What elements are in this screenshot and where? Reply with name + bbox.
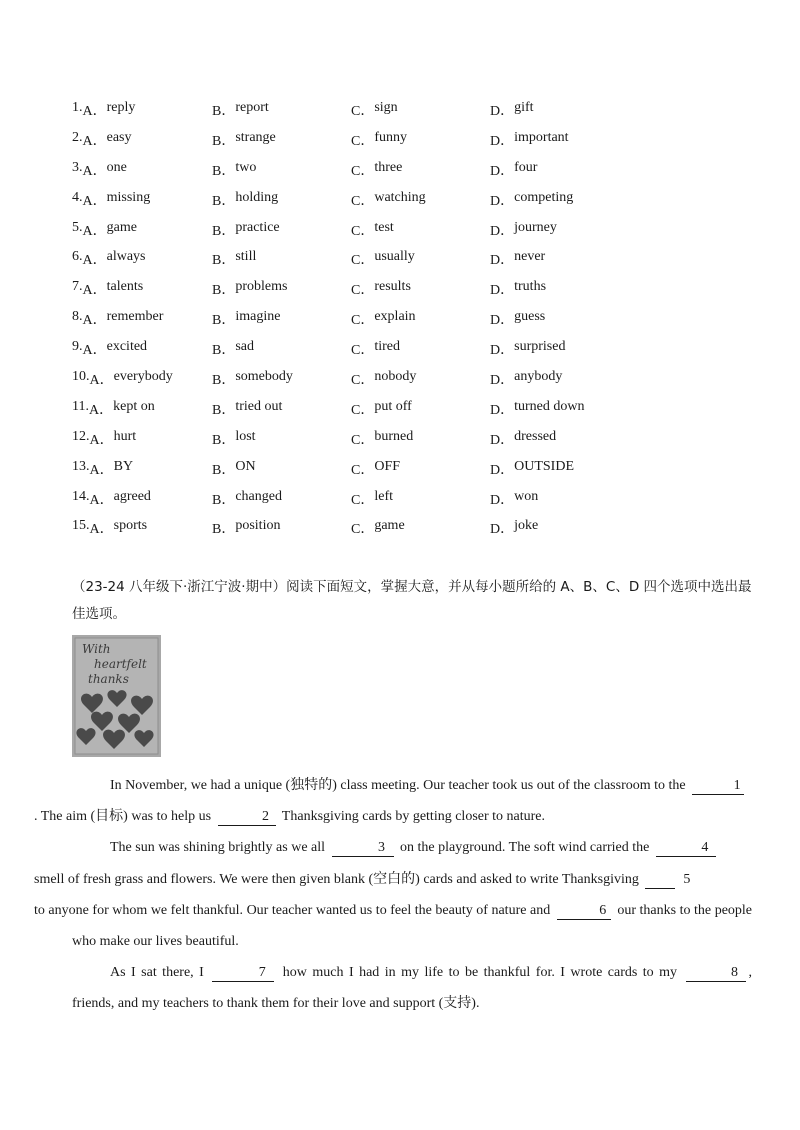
option-letter: B． — [212, 492, 236, 508]
question-number: 10. — [72, 368, 90, 384]
blank-8: 8 — [686, 965, 746, 982]
option-text: position — [235, 518, 281, 534]
option-c — [351, 220, 490, 240]
option-letter: D． — [490, 492, 515, 508]
option-text: holding — [235, 189, 279, 205]
question-number: 12. — [72, 428, 90, 444]
option-letter: B． — [212, 432, 236, 448]
option-c — [351, 489, 490, 509]
option-letter: A． — [82, 343, 107, 359]
question-row — [72, 424, 752, 454]
question-number: 11. — [72, 398, 89, 414]
option-letter: B． — [212, 402, 236, 418]
option-a — [72, 249, 212, 269]
option-text: journey — [514, 219, 557, 235]
passage-text: how much I had in my life to be thankful for. I wrote cards to my — [282, 965, 678, 981]
option-text: OFF — [374, 458, 401, 474]
option-a — [72, 100, 212, 120]
option-text: funny — [374, 129, 408, 145]
option-text: hurt — [113, 428, 137, 444]
option-a — [72, 279, 212, 299]
option-letter: A． — [89, 492, 114, 508]
question-row — [72, 513, 752, 543]
option-letter: D． — [490, 402, 515, 418]
cloze-passage — [34, 770, 753, 1020]
card-text-line2: heartfelt — [94, 657, 147, 671]
passage-text: The sun was shining brightly as we all — [110, 840, 326, 856]
option-text: truths — [514, 279, 547, 295]
option-letter: A． — [89, 522, 114, 538]
option-d — [490, 369, 690, 389]
option-text: OUTSIDE — [514, 458, 575, 474]
passage-paragraph-2 — [34, 832, 753, 957]
question-number: 3. — [72, 159, 83, 175]
option-b — [212, 279, 351, 299]
option-letter: B． — [212, 193, 236, 209]
option-c — [351, 100, 490, 120]
option-a — [72, 190, 212, 210]
option-c — [351, 518, 490, 538]
blank-2: 2 — [218, 809, 276, 826]
option-letter: A． — [82, 283, 107, 299]
option-text: problems — [235, 279, 288, 295]
option-b — [212, 100, 351, 120]
option-c — [351, 459, 490, 479]
question-number: 2. — [72, 129, 83, 145]
option-text: dressed — [514, 428, 557, 444]
option-text: won — [514, 488, 539, 504]
passage-text: As I sat there, I — [110, 965, 204, 981]
option-text: sign — [374, 99, 398, 115]
option-text: important — [514, 129, 569, 145]
option-b — [212, 369, 351, 389]
option-letter: A． — [89, 372, 114, 388]
option-text: report — [235, 99, 269, 115]
option-text: turned down — [514, 398, 585, 414]
passage-text: smell of fresh grass and flowers. We were then given blank (空白的) cards and asked to write Thanksgiving — [34, 871, 639, 887]
option-text: nobody — [374, 368, 417, 384]
option-c — [351, 279, 490, 299]
option-letter: B． — [212, 372, 236, 388]
option-text: joke — [514, 518, 539, 534]
option-letter: A． — [82, 223, 107, 239]
option-letter: C． — [351, 103, 375, 119]
option-a — [72, 339, 212, 359]
option-c — [351, 160, 490, 180]
option-a — [72, 429, 212, 449]
option-b — [212, 399, 351, 419]
option-c — [351, 190, 490, 210]
question-number: 9. — [72, 339, 83, 355]
option-a — [72, 489, 212, 509]
option-b — [212, 190, 351, 210]
option-letter: C． — [351, 343, 375, 359]
card-text-line3: thanks — [88, 672, 129, 686]
question-number: 6. — [72, 249, 83, 265]
option-a — [72, 130, 212, 150]
option-a — [72, 459, 212, 479]
option-text: put off — [374, 398, 412, 414]
option-text: sports — [113, 518, 148, 534]
option-text: left — [374, 488, 393, 504]
option-text: burned — [374, 428, 414, 444]
option-letter: D． — [490, 372, 515, 388]
option-text: test — [374, 219, 394, 235]
option-letter: C． — [351, 223, 375, 239]
option-text: tired — [374, 339, 400, 355]
option-b — [212, 339, 351, 359]
option-text: explain — [374, 309, 416, 325]
option-text: talents — [106, 279, 144, 295]
passage-text: to anyone for whom we felt thankful. Our teacher wanted us to feel the beauty of nature and — [34, 902, 551, 918]
option-letter: C． — [351, 462, 375, 478]
question-row — [72, 155, 752, 185]
option-letter: B． — [212, 462, 236, 478]
options-list — [72, 95, 752, 543]
option-text: two — [235, 159, 257, 175]
option-d — [490, 429, 690, 449]
question-number: 8. — [72, 309, 83, 325]
passage-text: our thanks to the people who make our lives beautiful. — [72, 902, 753, 950]
option-text: everybody — [113, 368, 173, 384]
option-c — [351, 399, 490, 419]
blank-5: 5 — [645, 872, 675, 889]
option-a — [72, 399, 212, 419]
option-d — [490, 489, 690, 509]
option-letter: C． — [351, 372, 375, 388]
option-d — [490, 339, 690, 359]
option-letter: B． — [212, 522, 236, 538]
option-b — [212, 309, 351, 329]
option-a — [72, 160, 212, 180]
card-hearts-illustration — [72, 635, 161, 757]
option-letter: D． — [490, 163, 515, 179]
option-letter: D． — [490, 283, 515, 299]
option-letter: D． — [490, 103, 515, 119]
option-d — [490, 130, 690, 150]
option-c — [351, 369, 490, 389]
option-c — [351, 429, 490, 449]
option-letter: A． — [82, 313, 107, 329]
option-text: changed — [235, 488, 282, 504]
question-row — [72, 95, 752, 125]
option-d — [490, 309, 690, 329]
option-b — [212, 130, 351, 150]
question-row — [72, 215, 752, 245]
option-b — [212, 489, 351, 509]
option-b — [212, 160, 351, 180]
option-letter: C． — [351, 193, 375, 209]
question-number: 5. — [72, 219, 83, 235]
thanksgiving-card-image — [72, 635, 161, 757]
option-d — [490, 518, 690, 538]
option-letter: C． — [351, 522, 375, 538]
option-d — [490, 100, 690, 120]
option-letter: C． — [351, 133, 375, 149]
option-text: game — [106, 219, 137, 235]
option-c — [351, 249, 490, 269]
question-row — [72, 454, 752, 484]
option-text: imagine — [235, 309, 281, 325]
blank-3: 3 — [332, 840, 394, 857]
blank-1: 1 — [692, 778, 744, 795]
question-row — [72, 394, 752, 424]
passage-text: Thanksgiving cards by getting closer to nature. — [281, 809, 546, 825]
option-text: never — [514, 249, 546, 265]
option-text: strange — [235, 129, 276, 145]
option-letter: A． — [82, 163, 107, 179]
option-letter: D． — [490, 223, 515, 239]
option-text: still — [235, 249, 257, 265]
question-row — [72, 244, 752, 274]
option-letter: B． — [212, 163, 236, 179]
option-letter: B． — [212, 103, 236, 119]
option-b — [212, 518, 351, 538]
option-d — [490, 399, 690, 419]
blank-4: 4 — [656, 840, 716, 857]
option-letter: B． — [212, 133, 236, 149]
passage-text: on the playground. The soft wind carried the — [400, 840, 650, 856]
option-letter: D． — [490, 462, 515, 478]
passage-paragraph-1 — [34, 770, 752, 832]
option-b — [212, 429, 351, 449]
option-a — [72, 369, 212, 389]
option-text: excited — [106, 339, 148, 355]
option-text: BY — [113, 458, 134, 474]
option-letter: B． — [212, 313, 236, 329]
option-text: missing — [106, 189, 151, 205]
option-text: tried out — [235, 398, 283, 414]
option-b — [212, 220, 351, 240]
option-letter: C． — [351, 402, 375, 418]
question-number: 7. — [72, 279, 83, 295]
option-text: anybody — [514, 368, 563, 384]
question-row — [72, 274, 752, 304]
option-letter: D． — [490, 133, 515, 149]
option-text: surprised — [514, 339, 566, 355]
option-letter: A． — [82, 103, 107, 119]
option-letter: B． — [212, 253, 236, 269]
option-letter: A． — [82, 133, 107, 149]
question-row — [72, 125, 752, 155]
option-text: one — [106, 159, 127, 175]
option-text: gift — [514, 99, 534, 115]
option-letter: D． — [490, 343, 515, 359]
passage-text: . The aim (目标) was to help us — [34, 809, 212, 825]
option-a — [72, 518, 212, 538]
option-letter: A． — [82, 193, 107, 209]
option-letter: D． — [490, 432, 515, 448]
question-number: 15. — [72, 518, 90, 534]
question-number: 1. — [72, 99, 83, 115]
question-number: 13. — [72, 458, 90, 474]
option-letter: C． — [351, 313, 375, 329]
option-d — [490, 190, 690, 210]
option-d — [490, 160, 690, 180]
option-b — [212, 459, 351, 479]
option-text: easy — [106, 129, 132, 145]
option-letter: C． — [351, 163, 375, 179]
option-letter: A． — [82, 253, 107, 269]
option-letter: B． — [212, 223, 236, 239]
option-a — [72, 309, 212, 329]
option-text: lost — [235, 428, 256, 444]
option-letter: C． — [351, 253, 375, 269]
option-text: watching — [374, 189, 426, 205]
option-text: results — [374, 279, 411, 295]
option-text: usually — [374, 249, 415, 265]
option-letter: A． — [88, 402, 114, 418]
option-letter: C． — [351, 492, 375, 508]
option-letter: C． — [351, 432, 375, 448]
option-c — [351, 339, 490, 359]
option-letter: B． — [212, 343, 236, 359]
option-text: ON — [235, 458, 256, 474]
blank-6: 6 — [557, 903, 611, 920]
option-text: three — [374, 159, 403, 175]
option-text: competing — [514, 189, 574, 205]
option-d — [490, 279, 690, 299]
option-a — [72, 220, 212, 240]
question-row — [72, 304, 752, 334]
option-letter: B． — [212, 283, 236, 299]
option-text: remember — [106, 309, 164, 325]
option-text: somebody — [235, 368, 293, 384]
option-letter: A． — [89, 462, 114, 478]
option-d — [490, 249, 690, 269]
option-c — [351, 309, 490, 329]
option-text: always — [106, 249, 146, 265]
option-d — [490, 220, 690, 240]
question-row — [72, 484, 752, 514]
option-d — [490, 459, 690, 479]
option-text: guess — [514, 309, 546, 325]
passage-text: , friends, and my teachers to thank them for their love and support (支持). — [72, 965, 753, 1012]
option-letter: C． — [351, 283, 375, 299]
option-letter: D． — [490, 522, 515, 538]
option-c — [351, 130, 490, 150]
passage-paragraph-3 — [72, 957, 752, 1019]
section-instructions: （23-24 八年级下·浙江宁波·期中）阅读下面短文，掌握大意，并从每小题所给的 A、B、C、D 四个选项中选出最佳选项。 — [72, 579, 752, 622]
option-letter: D． — [490, 253, 515, 269]
blank-7: 7 — [212, 965, 274, 982]
question-row — [72, 364, 752, 394]
option-text: four — [514, 159, 538, 175]
option-letter: A． — [89, 432, 114, 448]
option-letter: D． — [490, 313, 515, 329]
option-text: reply — [106, 99, 136, 115]
option-b — [212, 249, 351, 269]
option-letter: D． — [490, 193, 515, 209]
option-text: practice — [235, 219, 280, 235]
passage-text: In November, we had a unique (独特的) class meeting. Our teacher took us out of the classroom to the — [110, 778, 686, 793]
question-row — [72, 185, 752, 215]
question-row — [72, 334, 752, 364]
option-text: game — [374, 518, 405, 534]
option-text: sad — [235, 339, 255, 355]
question-number: 4. — [72, 189, 83, 205]
question-number: 14. — [72, 488, 90, 504]
card-text-line1: With — [82, 642, 111, 656]
option-text: kept on — [113, 398, 155, 414]
option-text: agreed — [113, 488, 151, 504]
